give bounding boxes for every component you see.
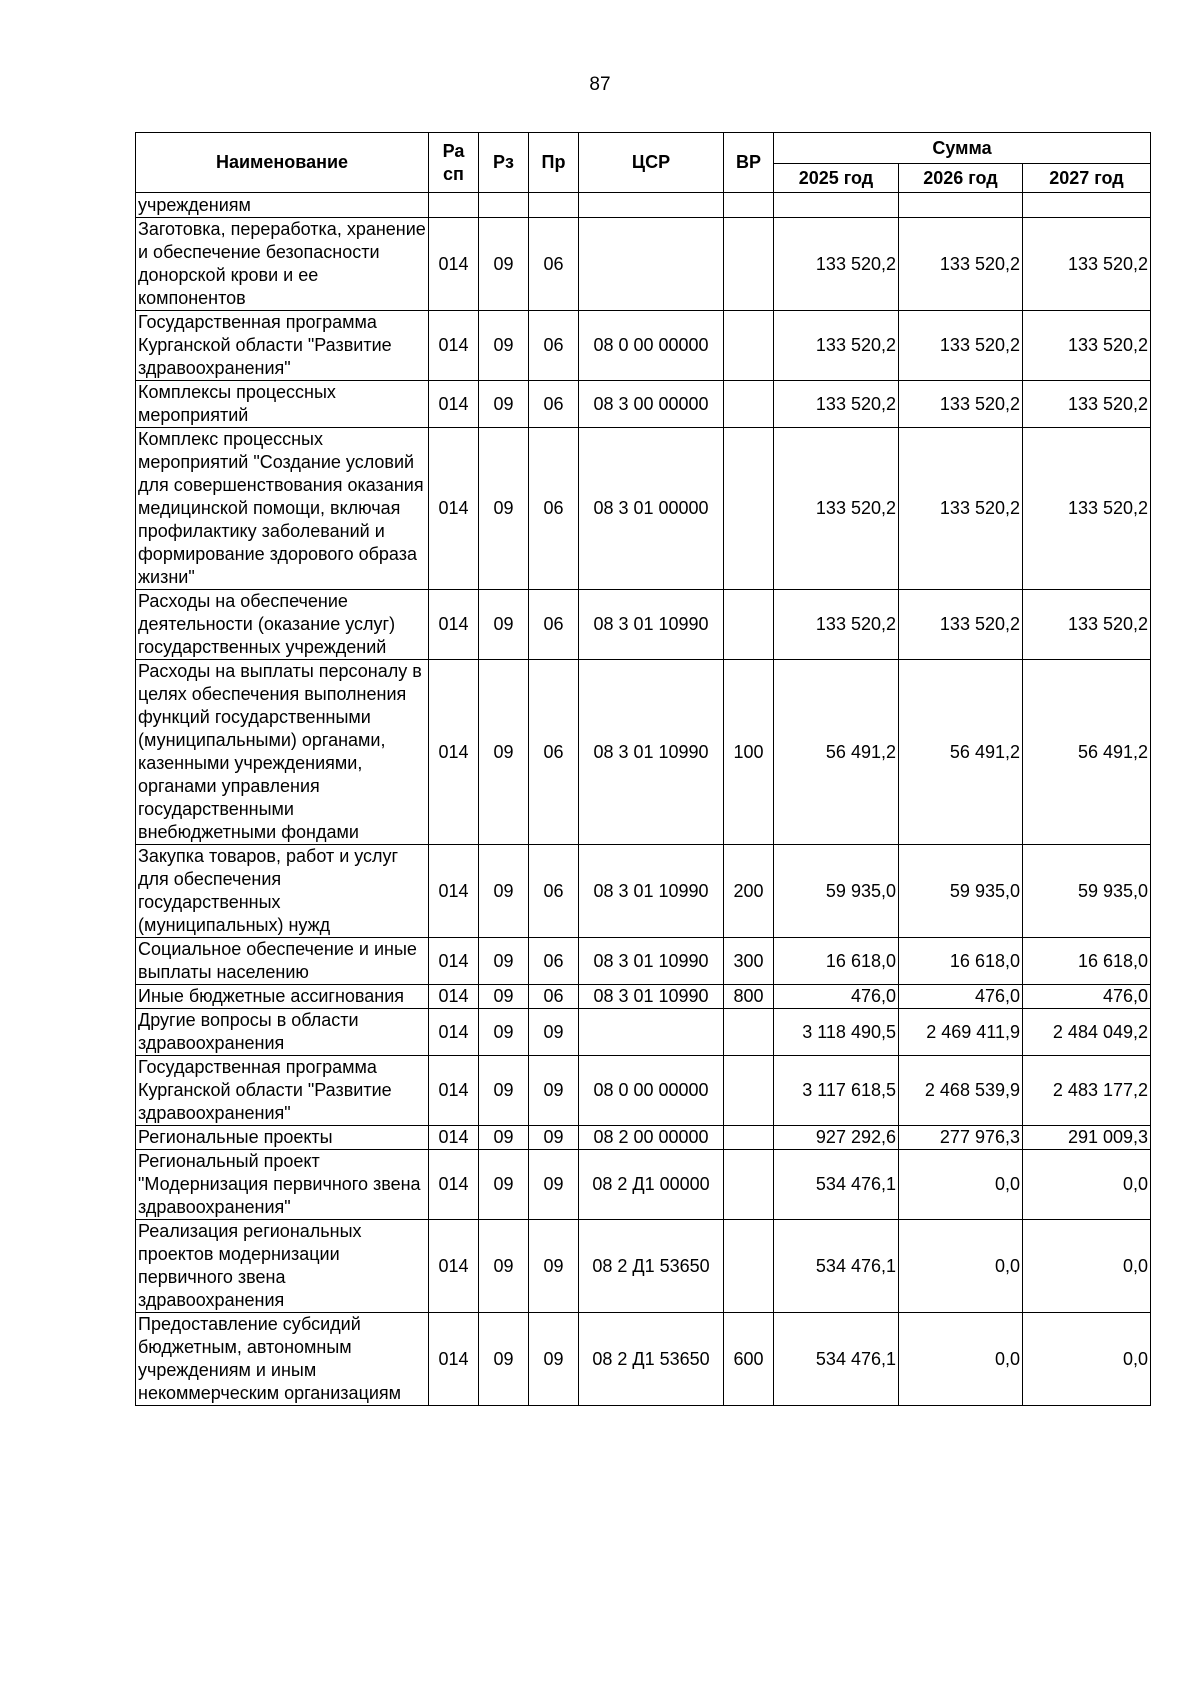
row-sum-2026: 0,0 (899, 1220, 1023, 1313)
table-row (136, 1126, 1151, 1150)
row-csr: 08 3 01 10990 (579, 938, 724, 985)
row-vr (724, 193, 774, 218)
row-sum-2025: 56 491,2 (774, 660, 899, 845)
row-rasp: 014 (429, 660, 479, 845)
row-vr (724, 428, 774, 590)
row-rz: 09 (479, 1056, 529, 1126)
row-sum-2025: 133 520,2 (774, 381, 899, 428)
row-name: Расходы на выплаты персоналу в целях обеспечения выполнения функций государственными (муниципальными) органами, казенными учреждениями, органами управления государственными внебюджетными фондами (136, 660, 429, 845)
row-rz: 09 (479, 938, 529, 985)
row-pr: 09 (529, 1150, 579, 1220)
row-csr: 08 2 Д1 53650 (579, 1313, 724, 1406)
row-pr: 06 (529, 428, 579, 590)
row-sum-2025: 534 476,1 (774, 1220, 899, 1313)
row-sum-2027: 2 483 177,2 (1023, 1056, 1151, 1126)
row-sum-2027: 133 520,2 (1023, 218, 1151, 311)
table-row (136, 428, 1151, 590)
row-rasp: 014 (429, 218, 479, 311)
table-row (136, 660, 1151, 845)
row-pr: 06 (529, 590, 579, 660)
row-pr: 06 (529, 938, 579, 985)
row-rz (479, 193, 529, 218)
row-sum-2026: 133 520,2 (899, 428, 1023, 590)
table-row (136, 590, 1151, 660)
header-rz: Рз (479, 133, 529, 193)
row-sum-2027: 133 520,2 (1023, 428, 1151, 590)
header-name: Наименование (136, 133, 429, 193)
row-rz: 09 (479, 428, 529, 590)
row-name: Государственная программа Курганской области "Развитие здравоохранения" (136, 311, 429, 381)
row-sum-2026: 476,0 (899, 985, 1023, 1009)
row-sum-2027: 133 520,2 (1023, 311, 1151, 381)
row-pr: 06 (529, 311, 579, 381)
row-sum-2027: 133 520,2 (1023, 590, 1151, 660)
row-rasp: 014 (429, 1150, 479, 1220)
row-rasp: 014 (429, 938, 479, 985)
row-csr: 08 2 Д1 53650 (579, 1220, 724, 1313)
row-pr: 06 (529, 381, 579, 428)
row-rasp: 014 (429, 1220, 479, 1313)
row-sum-2027 (1023, 193, 1151, 218)
row-csr (579, 1009, 724, 1056)
row-sum-2027: 2 484 049,2 (1023, 1009, 1151, 1056)
row-sum-2026: 133 520,2 (899, 218, 1023, 311)
table-row (136, 985, 1151, 1009)
row-vr: 300 (724, 938, 774, 985)
row-rasp: 014 (429, 1313, 479, 1406)
row-pr: 09 (529, 1220, 579, 1313)
table-body (136, 193, 1151, 1406)
row-sum-2027: 0,0 (1023, 1220, 1151, 1313)
row-vr (724, 218, 774, 311)
row-name: Государственная программа Курганской области "Развитие здравоохранения" (136, 1056, 429, 1126)
row-pr: 09 (529, 1126, 579, 1150)
row-csr: 08 3 00 00000 (579, 381, 724, 428)
row-rasp: 014 (429, 428, 479, 590)
row-name: Региональные проекты (136, 1126, 429, 1150)
row-sum-2026: 133 520,2 (899, 381, 1023, 428)
row-name: учреждениям (136, 193, 429, 218)
row-rz: 09 (479, 845, 529, 938)
row-pr: 09 (529, 1009, 579, 1056)
row-name: Региональный проект "Модернизация первичного звена здравоохранения" (136, 1150, 429, 1220)
row-rz: 09 (479, 1150, 529, 1220)
row-pr: 06 (529, 985, 579, 1009)
table-header (136, 133, 1151, 193)
row-name: Комплексы процессных мероприятий (136, 381, 429, 428)
row-sum-2026 (899, 193, 1023, 218)
row-name: Социальное обеспечение и иные выплаты населению (136, 938, 429, 985)
row-csr: 08 2 Д1 00000 (579, 1150, 724, 1220)
row-sum-2026: 0,0 (899, 1313, 1023, 1406)
row-sum-2027: 291 009,3 (1023, 1126, 1151, 1150)
budget-table (135, 132, 1151, 1406)
table-row (136, 381, 1151, 428)
row-sum-2027: 0,0 (1023, 1313, 1151, 1406)
row-sum-2027: 16 618,0 (1023, 938, 1151, 985)
row-sum-2027: 476,0 (1023, 985, 1151, 1009)
table-row (136, 1056, 1151, 1126)
header-year-2027: 2027 год (1023, 164, 1151, 193)
row-csr: 08 3 01 10990 (579, 590, 724, 660)
row-pr: 09 (529, 1313, 579, 1406)
row-vr (724, 381, 774, 428)
row-rasp: 014 (429, 1126, 479, 1150)
row-rasp: 014 (429, 381, 479, 428)
table-row (136, 193, 1151, 218)
header-csr: ЦСР (579, 133, 724, 193)
page-number: 87 (589, 74, 611, 95)
row-vr: 600 (724, 1313, 774, 1406)
row-rz: 09 (479, 218, 529, 311)
row-sum-2026: 133 520,2 (899, 590, 1023, 660)
row-sum-2027: 133 520,2 (1023, 381, 1151, 428)
row-rz: 09 (479, 660, 529, 845)
row-sum-2026: 277 976,3 (899, 1126, 1023, 1150)
row-csr (579, 193, 724, 218)
row-pr: 06 (529, 845, 579, 938)
row-sum-2025 (774, 193, 899, 218)
row-sum-2027: 56 491,2 (1023, 660, 1151, 845)
row-name: Реализация региональных проектов модернизации первичного звена здравоохранения (136, 1220, 429, 1313)
row-sum-2026: 59 935,0 (899, 845, 1023, 938)
header-year-2025: 2025 год (774, 164, 899, 193)
row-sum-2025: 133 520,2 (774, 590, 899, 660)
row-sum-2025: 133 520,2 (774, 218, 899, 311)
row-csr: 08 3 01 10990 (579, 845, 724, 938)
row-sum-2025: 927 292,6 (774, 1126, 899, 1150)
row-sum-2025: 133 520,2 (774, 428, 899, 590)
table-row (136, 218, 1151, 311)
row-sum-2025: 59 935,0 (774, 845, 899, 938)
table-row (136, 1313, 1151, 1406)
row-name: Комплекс процессных мероприятий "Создание условий для совершенствования оказания медицинской помощи, включая профилактику заболеваний и формирование здорового образа жизни" (136, 428, 429, 590)
row-vr (724, 1056, 774, 1126)
row-sum-2026: 0,0 (899, 1150, 1023, 1220)
row-sum-2025: 16 618,0 (774, 938, 899, 985)
header-sum: Сумма (774, 133, 1151, 164)
row-vr: 800 (724, 985, 774, 1009)
row-csr: 08 0 00 00000 (579, 311, 724, 381)
row-vr (724, 590, 774, 660)
row-rz: 09 (479, 1009, 529, 1056)
row-csr: 08 3 01 10990 (579, 660, 724, 845)
table-row (136, 311, 1151, 381)
row-rz: 09 (479, 1220, 529, 1313)
row-pr: 09 (529, 1056, 579, 1126)
row-sum-2026: 133 520,2 (899, 311, 1023, 381)
row-name: Другие вопросы в области здравоохранения (136, 1009, 429, 1056)
row-name: Иные бюджетные ассигнования (136, 985, 429, 1009)
row-vr: 200 (724, 845, 774, 938)
row-vr (724, 1009, 774, 1056)
row-csr: 08 3 01 00000 (579, 428, 724, 590)
header-year-2026: 2026 год (899, 164, 1023, 193)
row-name: Заготовка, переработка, хранение и обеспечение безопасности донорской крови и ее компонентов (136, 218, 429, 311)
row-rz: 09 (479, 1313, 529, 1406)
row-csr: 08 2 00 00000 (579, 1126, 724, 1150)
row-rz: 09 (479, 985, 529, 1009)
row-name: Закупка товаров, работ и услуг для обеспечения государственных (муниципальных) нужд (136, 845, 429, 938)
table-row (136, 1150, 1151, 1220)
row-rasp: 014 (429, 590, 479, 660)
row-sum-2026: 16 618,0 (899, 938, 1023, 985)
row-rz: 09 (479, 311, 529, 381)
row-vr (724, 311, 774, 381)
header-rasp: Ра сп (429, 133, 479, 193)
row-sum-2026: 56 491,2 (899, 660, 1023, 845)
row-pr (529, 193, 579, 218)
row-csr (579, 218, 724, 311)
row-sum-2025: 534 476,1 (774, 1150, 899, 1220)
row-sum-2027: 59 935,0 (1023, 845, 1151, 938)
row-sum-2025: 476,0 (774, 985, 899, 1009)
row-csr: 08 3 01 10990 (579, 985, 724, 1009)
header-pr: Пр (529, 133, 579, 193)
row-vr (724, 1126, 774, 1150)
row-pr: 06 (529, 218, 579, 311)
row-vr (724, 1150, 774, 1220)
row-sum-2025: 3 118 490,5 (774, 1009, 899, 1056)
row-rasp: 014 (429, 845, 479, 938)
row-csr: 08 0 00 00000 (579, 1056, 724, 1126)
row-rasp: 014 (429, 1009, 479, 1056)
row-rz: 09 (479, 590, 529, 660)
row-rasp: 014 (429, 311, 479, 381)
row-rasp: 014 (429, 1056, 479, 1126)
row-rasp: 014 (429, 985, 479, 1009)
row-sum-2026: 2 469 411,9 (899, 1009, 1023, 1056)
row-name: Предоставление субсидий бюджетным, автономным учреждениям и иным некоммерческим организациям (136, 1313, 429, 1406)
row-vr (724, 1220, 774, 1313)
row-rz: 09 (479, 381, 529, 428)
row-name: Расходы на обеспечение деятельности (оказание услуг) государственных учреждений (136, 590, 429, 660)
row-rz: 09 (479, 1126, 529, 1150)
table-row (136, 845, 1151, 938)
row-sum-2025: 133 520,2 (774, 311, 899, 381)
row-vr: 100 (724, 660, 774, 845)
row-rasp (429, 193, 479, 218)
row-sum-2025: 534 476,1 (774, 1313, 899, 1406)
row-pr: 06 (529, 660, 579, 845)
table-row (136, 1009, 1151, 1056)
header-vr: ВР (724, 133, 774, 193)
row-sum-2026: 2 468 539,9 (899, 1056, 1023, 1126)
table-row (136, 1220, 1151, 1313)
row-sum-2027: 0,0 (1023, 1150, 1151, 1220)
table-row (136, 938, 1151, 985)
row-sum-2025: 3 117 618,5 (774, 1056, 899, 1126)
